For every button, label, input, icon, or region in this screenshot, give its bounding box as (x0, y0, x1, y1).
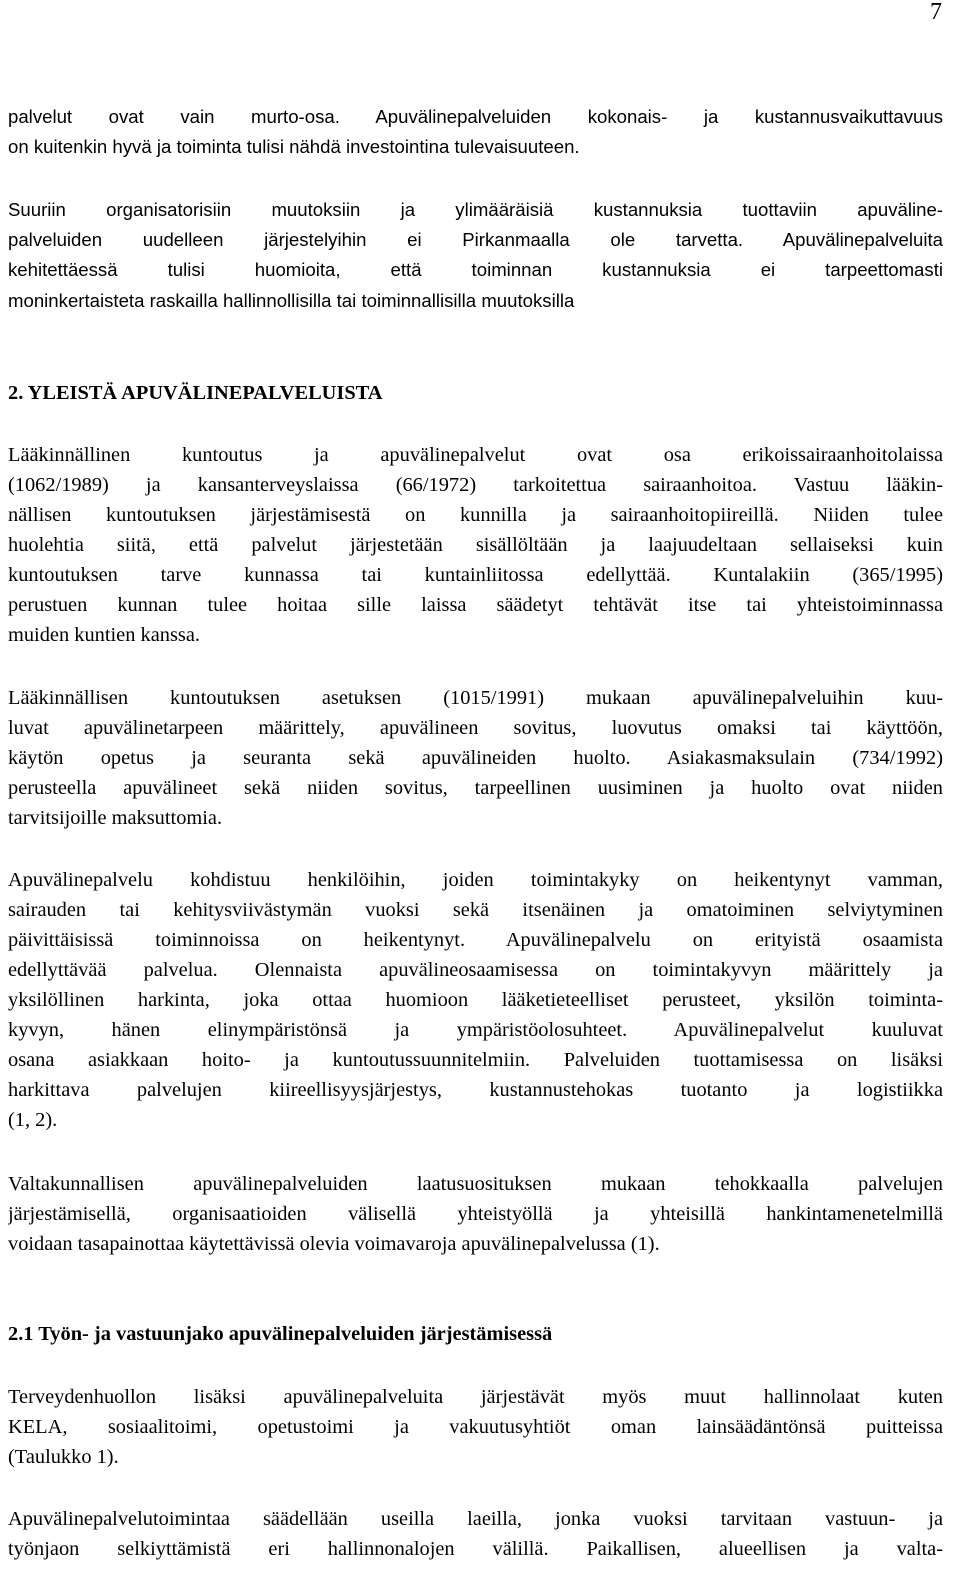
text-line: Valtakunnallisen apuvälinepalveluiden laatusuosituksen mukaan tehokkaalla palvelujen (8, 1173, 943, 1195)
text-line: Lääkinnällinen kuntoutus ja apuvälinepalvelut ovat osa erikoissairaanhoitolaissa (8, 444, 943, 466)
text-line: on kuitenkin hyvä ja toiminta tulisi nähdä investointina tulevaisuuteen. (8, 136, 580, 157)
text-line: tarvitsijoille maksuttomia. (8, 807, 223, 829)
text-line: harkittava palvelujen kiireellisyysjärjestys, kustannustehokas tuotanto ja logistiikka (8, 1079, 943, 1101)
text-line: (1, 2). (8, 1109, 58, 1131)
text-line: Apuvälinepalvelu kohdistuu henkilöihin, joiden toimintakyky on heikentynyt vamman, (8, 869, 943, 891)
text-line: Suuriin organisatorisiin muutoksiin ja ylimääräisiä kustannuksia tuottaviin apuväline- (8, 199, 943, 220)
text-line: perustuen kunnan tulee hoitaa sille laissa säädetyt tehtävät itse tai yhteistoiminnassa (8, 594, 943, 616)
text-line: nällisen kuntoutuksen järjestämisestä on kunnilla ja sairaanhoitopiireillä. Niiden tulee (8, 504, 943, 526)
text-line: Lääkinnällisen kuntoutuksen asetuksen (1015/1991) mukaan apuvälinepalveluihin kuu- (8, 687, 943, 709)
text-line: (1062/1989) ja kansanterveyslaissa (66/1972) tarkoitettua sairaanhoitoa. Vastuu lääkin- (8, 474, 943, 496)
text-line: huolehtia siitä, että palvelut järjestetään sisällöltään ja laajuudeltaan sellaiseksi kuin (8, 534, 943, 556)
text-line: työnjaon selkiyttämistä eri hallinnonalojen välillä. Paikallisen, alueellisen ja valta- (8, 1538, 943, 1560)
text-line: perusteella apuvälineet sekä niiden sovitus, tarpeellinen uusiminen ja huolto ovat niiden (8, 777, 943, 799)
section-heading: 2. YLEISTÄ APUVÄLINEPALVELUISTA (8, 382, 383, 404)
text-line: KELA, sosiaalitoimi, opetustoimi ja vakuutusyhtiöt oman lainsäädäntönsä puitteissa (8, 1416, 943, 1438)
page-number: 7 (930, 0, 942, 25)
text-line: päivittäisissä toiminnoissa on heikentynyt. Apuvälinepalvelu on erityistä osaamista (8, 929, 943, 951)
text-line: kyvyn, hänen elinympäristönsä ja ympäristöolosuhteet. Apuvälinepalvelut kuuluvat (8, 1019, 943, 1041)
text-line: kuntoutuksen tarve kunnassa tai kuntainliitossa edellyttää. Kuntalakiin (365/1995) (8, 564, 943, 586)
subsection-heading: 2.1 Työn- ja vastuunjako apuvälinepalveluiden järjestämisessä (8, 1323, 553, 1345)
text-line: voidaan tasapainottaa käytettävissä olevia voimavaroja apuvälinepalvelussa (1). (8, 1233, 660, 1255)
text-line: muiden kuntien kanssa. (8, 624, 200, 646)
text-line: palvelut ovat vain murto-osa. Apuvälinepalveluiden kokonais- ja kustannusvaikuttavuus (8, 106, 943, 127)
text-line: moninkertaisteta raskailla hallinnollisilla tai toiminnallisilla muutoksilla (8, 290, 575, 311)
text-line: palveluiden uudelleen järjestelyihin ei Pirkanmaalla ole tarvetta. Apuvälinepalveluita (8, 229, 943, 250)
text-line: luvat apuvälinetarpeen määrittely, apuvälineen sovitus, luovutus omaksi tai käyttöön, (8, 717, 943, 739)
text-line: (Taulukko 1). (8, 1446, 119, 1468)
text-line: kehitettäessä tulisi huomioita, että toiminnan kustannuksia ei tarpeettomasti (8, 259, 943, 280)
text-line: järjestämisellä, organisaatioiden välisellä yhteistyöllä ja yhteisillä hankintamenetelmillä (8, 1203, 943, 1225)
text-line: Apuvälinepalvelutoimintaa säädellään useilla laeilla, jonka vuoksi tarvitaan vastuun- ja (8, 1508, 943, 1530)
text-line: käytön opetus ja seuranta sekä apuvälineiden huolto. Asiakasmaksulain (734/1992) (8, 747, 943, 769)
text-line: sairauden tai kehitysviivästymän vuoksi sekä itsenäinen ja omatoiminen selviytyminen (8, 899, 943, 921)
text-line: edellyttävää palvelua. Olennaista apuvälineosaamisessa on toimintakyvyn määrittely ja (8, 959, 943, 981)
text-line: yksilöllinen harkinta, joka ottaa huomioon lääketieteelliset perusteet, yksilön toiminta- (8, 989, 943, 1011)
text-line: Terveydenhuollon lisäksi apuvälinepalveluita järjestävät myös muut hallinnolaat kuten (8, 1386, 943, 1408)
text-line: osana asiakkaan hoito- ja kuntoutussuunnitelmiin. Palveluiden tuottamisessa on lisäksi (8, 1049, 943, 1071)
